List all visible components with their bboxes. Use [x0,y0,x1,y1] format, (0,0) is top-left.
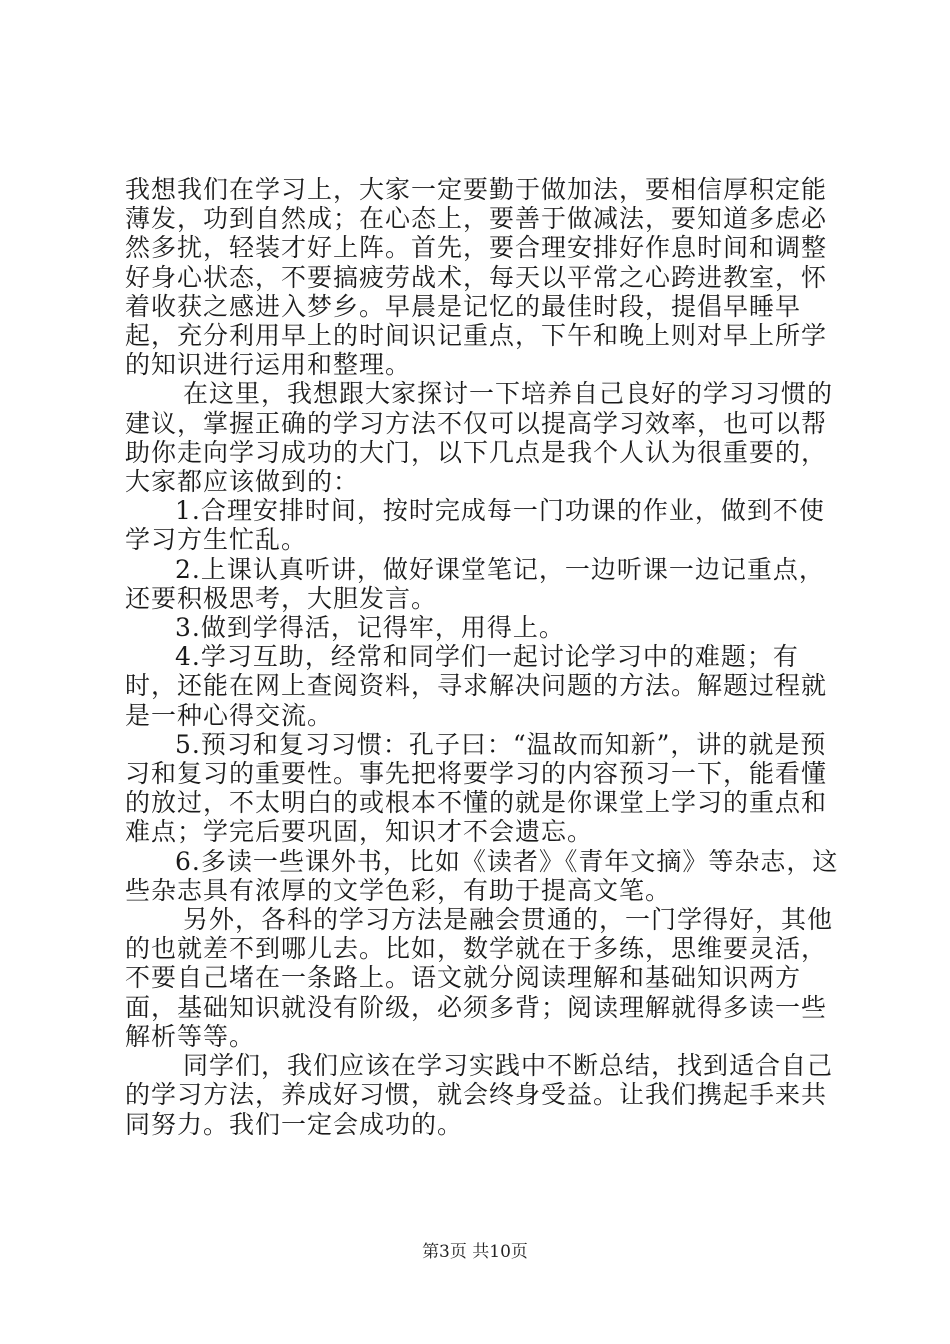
list-item-2: 2.上课认真听讲，做好课堂笔记，一边听课一边记重点，还要积极思考，大胆发言。 [125,554,825,613]
paragraph-habits-intro: 在这里，我想跟大家探讨一下培养自己良好的学习习惯的建议，掌握正确的学习方法不仅可以提高学习效率，也可以帮助你走向学习成功的大门，以下几点是我个人认为很重要的，大家都应该做到的： [125,379,834,497]
list-item-1: 1.合理安排时间，按时完成每一门功课的作业，做到不使学习方生忙乱。 [125,496,825,555]
paragraph-study-attitude: 我想我们在学习上，大家一定要勤于做加法，要相信厚积定能薄发，功到自然成；在心态上，要善于做减法，要知道多虑必然多扰，轻装才好上阵。首先，要合理安排好作息时间和调整好身心状态，不要搞疲劳战术，每天以平常之心跨进教室，怀着收获之感进入梦乡。早晨是记忆的最佳时段，提倡早睡早起，充分利用早上的时间识记重点，下午和晚上则对早上所学的知识进行运用和整理。 [125,175,828,380]
list-item-6: 6.多读一些课外书，比如《读者》《青年文摘》等杂志，这些杂志具有浓厚的文学色彩，有助于提高文笔。 [125,846,839,905]
document-body [125,175,845,1139]
paragraph-subjects: 另外，各科的学习方法是融会贯通的，一门学得好，其他的也就差不到哪儿去。比如，数学就在于多练，思维要灵活，不要自己堵在一条路上。语文就分阅读理解和基础知识两方面，基础知识就没有阶级，必须多背；阅读理解就得多读一些解析等等。 [125,905,834,1051]
list-item-3: 3.做到学得活，记得牢，用得上。 [175,613,565,643]
page-number-footer: 第3页 共10页 [422,1242,528,1262]
paragraph-closing: 同学们，我们应该在学习实践中不断总结，找到适合自己的学习方法，养成好习惯，就会终身受益。让我们携起手来共同努力。我们一定会成功的。 [125,1051,834,1139]
list-item-4: 4.学习互助，经常和同学们一起讨论学习中的难题；有时，还能在网上查阅资料，寻求解决问题的方法。解题过程就是一种心得交流。 [125,642,828,730]
list-item-5: 5.预习和复习习惯：孔子曰：“温故而知新”，讲的就是预习和复习的重要性。事先把将要学习的内容预习一下，能看懂的放过，不太明白的或根本不懂的就是你课堂上学习的重点和难点；学完后要巩固，知识才不会遗忘。 [125,729,828,847]
